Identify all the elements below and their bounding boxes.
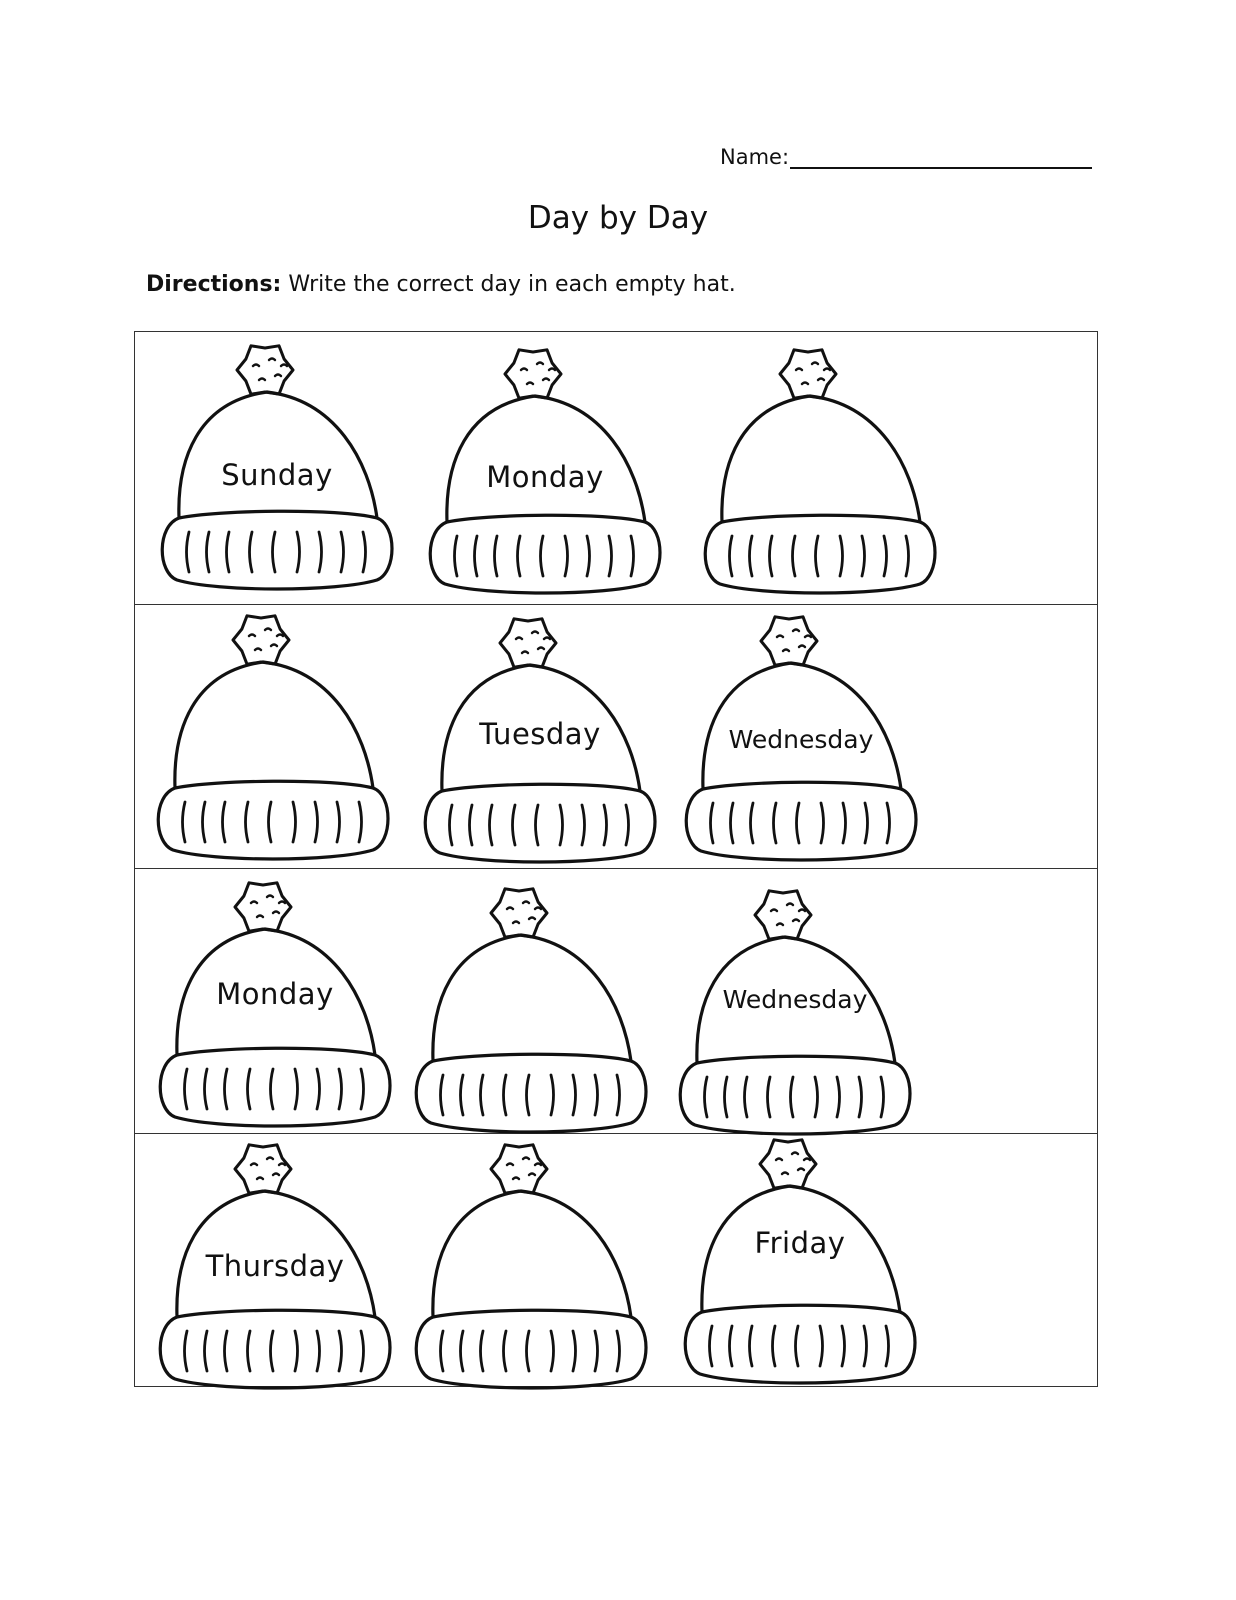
hat-day-label: Monday bbox=[486, 460, 604, 494]
page-title: Day by Day bbox=[527, 200, 709, 236]
hat-3-2[interactable] bbox=[411, 883, 651, 1133]
hat-1-3[interactable] bbox=[700, 344, 940, 594]
hat-3-1 bbox=[155, 877, 395, 1127]
hat-day-label: Friday bbox=[754, 1226, 846, 1260]
hat-row-4 bbox=[135, 1134, 1097, 1388]
hat-4-1 bbox=[155, 1139, 395, 1389]
hat-day-label: Monday bbox=[216, 977, 334, 1011]
winter-hat-icon bbox=[700, 344, 940, 594]
name-field bbox=[720, 145, 1092, 169]
name-label: Name: bbox=[720, 145, 790, 169]
winter-hat-icon bbox=[411, 1139, 651, 1389]
hat-row-3 bbox=[135, 869, 1097, 1134]
hat-day-label: Thursday bbox=[205, 1249, 345, 1283]
hat-row-2 bbox=[135, 605, 1097, 869]
name-blank-line[interactable] bbox=[790, 145, 1092, 169]
directions-text: Write the correct day in each empty hat. bbox=[288, 272, 736, 297]
hat-1-2 bbox=[425, 344, 665, 594]
winter-hat-icon bbox=[153, 610, 393, 860]
hat-row-1 bbox=[135, 332, 1097, 605]
directions-label: Directions: bbox=[146, 272, 282, 297]
hat-grid bbox=[134, 331, 1098, 1387]
hat-day-label: Sunday bbox=[221, 458, 333, 492]
hat-4-3 bbox=[680, 1134, 920, 1384]
directions bbox=[146, 272, 736, 297]
hat-day-label: Tuesday bbox=[479, 717, 601, 751]
hat-day-label: Wednesday bbox=[722, 985, 868, 1014]
hat-2-3 bbox=[681, 611, 921, 861]
hat-1-1 bbox=[157, 340, 397, 590]
hat-day-label: Wednesday bbox=[728, 725, 874, 754]
hat-2-2 bbox=[420, 613, 660, 863]
hat-4-2[interactable] bbox=[411, 1139, 651, 1389]
winter-hat-icon bbox=[411, 883, 651, 1133]
hat-2-1[interactable] bbox=[153, 610, 393, 860]
hat-3-3 bbox=[675, 885, 915, 1135]
